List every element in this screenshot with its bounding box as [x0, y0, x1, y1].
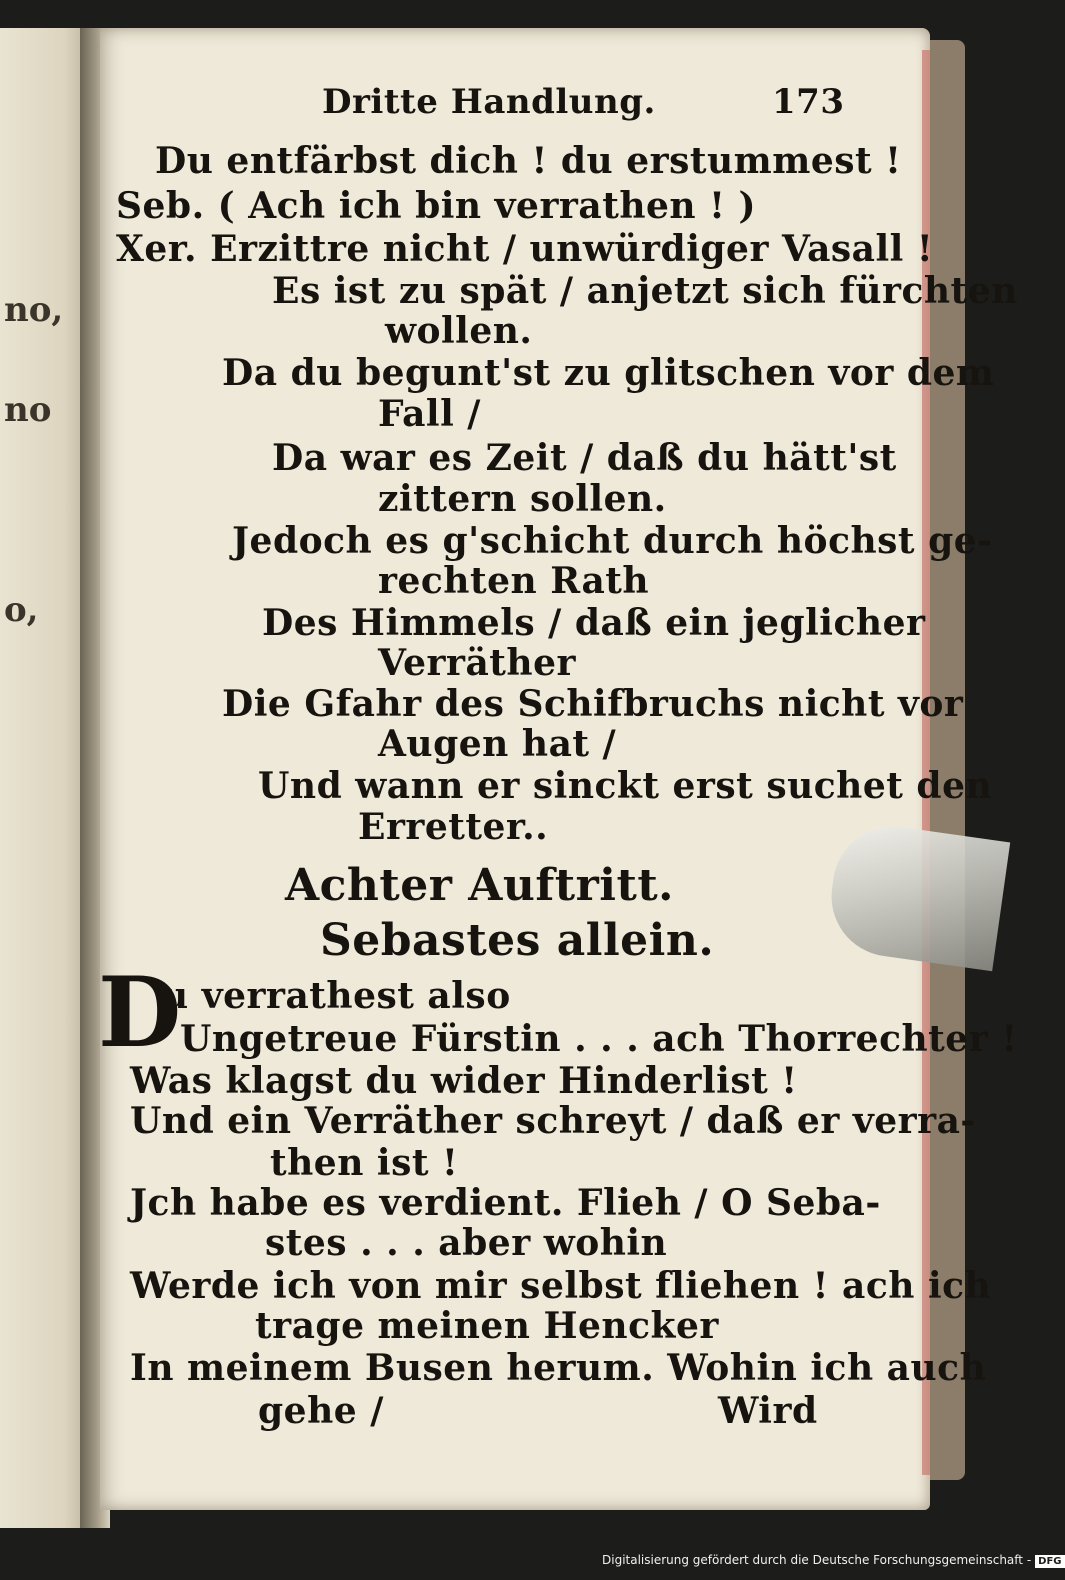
drop-cap: D — [98, 956, 182, 1069]
text-line: rechten Rath — [378, 560, 650, 602]
text-line: Seb. ( Ach ich bin verrathen ! ) — [116, 185, 756, 227]
text-line: Werde ich von mir selbst fliehen ! ach ich — [130, 1265, 992, 1307]
left-page-fragment: no — [4, 390, 52, 430]
text-line: Du entfärbst dich ! du erstummest ! — [155, 140, 902, 182]
scene-subheading: Sebastes allein. — [320, 915, 715, 966]
text-line: then ist ! — [270, 1142, 459, 1184]
text-line: gehe / — [258, 1390, 384, 1432]
text-line: Jch habe es verdient. Flieh / O Seba- — [130, 1182, 881, 1224]
text-line: Da war es Zeit / daß du hätt'st — [272, 437, 897, 479]
text-line: Verräther — [378, 642, 576, 684]
left-page — [0, 28, 92, 1528]
text-line: Fall / — [378, 393, 481, 435]
text-line: Es ist zu spät / anjetzt sich fürchten — [272, 270, 1018, 312]
text-line: zittern sollen. — [378, 478, 667, 520]
text-line: Xer. Erzittre nicht / unwürdiger Vasall ! — [116, 228, 934, 270]
text-line: Was klagst du wider Hinderlist ! — [130, 1060, 798, 1102]
text-line: trage meinen Hencker — [255, 1305, 719, 1347]
catchword: Wird — [718, 1390, 818, 1432]
text-line: Ungetreue Fürstin . . . ach Thorrechter ! — [180, 1018, 1018, 1060]
text-line: Erretter.. — [358, 806, 549, 848]
text-line: stes . . . aber wohin — [265, 1222, 668, 1264]
running-title: Dritte Handlung. — [322, 82, 656, 122]
left-page-fragment: no, — [4, 290, 64, 330]
digitization-credit — [602, 1553, 1065, 1568]
text-line: In meinem Busen herum. Wohin ich auch — [130, 1347, 987, 1389]
text-line: Augen hat / — [378, 723, 617, 765]
text-line: wollen. — [385, 310, 533, 352]
text-line: Jedoch es g'schicht durch höchst ge- — [232, 520, 993, 562]
text-line: Da du begunt'st zu glitschen vor dem — [222, 352, 995, 394]
text-line: Die Gfahr des Schifbruchs nicht vor — [222, 683, 964, 725]
text-line: Und ein Verräther schreyt / daß er verra- — [130, 1100, 976, 1142]
text-line: Des Himmels / daß ein jeglicher — [262, 602, 926, 644]
dfg-logo: DFG — [1035, 1555, 1064, 1568]
scene-heading: Achter Auftritt. — [285, 860, 674, 911]
page-number: 173 — [772, 82, 845, 122]
text-line: Und wann er sinckt erst suchet den — [258, 765, 993, 807]
left-page-fragment: o, — [4, 590, 39, 630]
credit-text: Digitalisierung gefördert durch die Deutsche Forschungsgemeinschaft - — [602, 1553, 1032, 1567]
text-line: u verrathest also — [162, 975, 511, 1017]
